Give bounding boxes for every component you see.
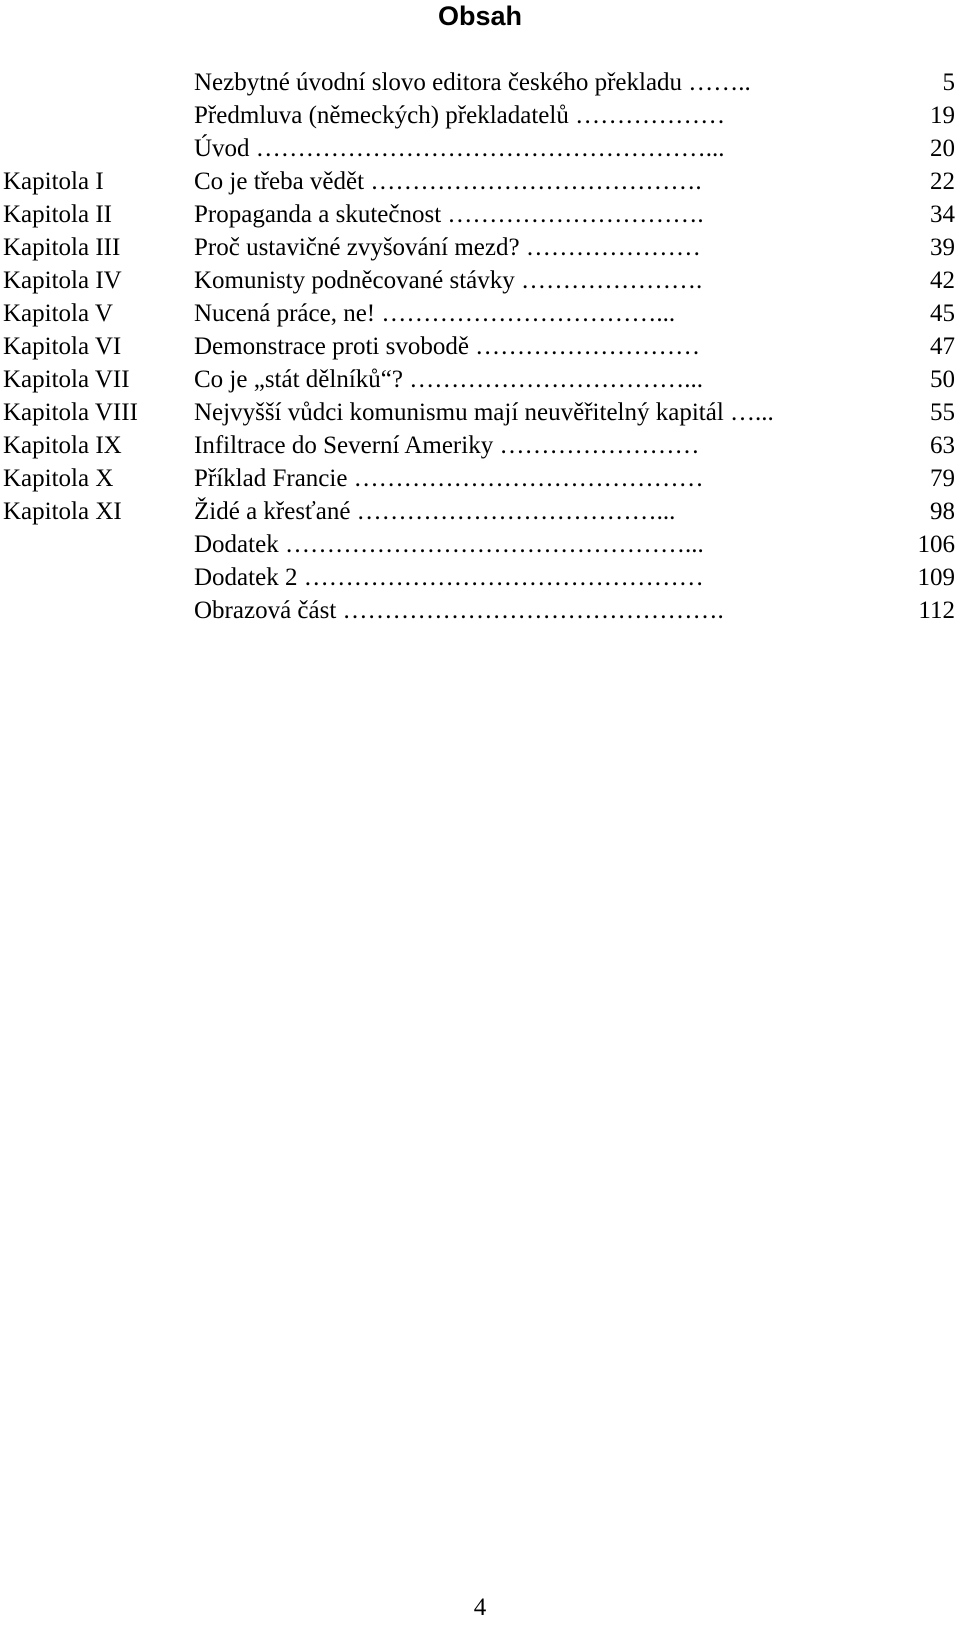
toc-row — [0, 396, 960, 429]
toc-row — [0, 594, 960, 627]
toc-page-number: 112 — [918, 597, 955, 624]
toc-row — [0, 264, 960, 297]
toc-page-number: 106 — [917, 531, 955, 558]
toc-row — [0, 66, 960, 99]
toc-page-number: 50 — [930, 366, 955, 393]
toc-chapter-label: Kapitola XI — [3, 498, 122, 525]
toc-row — [0, 330, 960, 363]
toc-entry-title: Obrazová část ………………………………………. — [194, 597, 724, 624]
toc-entry-title: Co je třeba vědět …………………………………. — [194, 168, 702, 195]
toc-row — [0, 462, 960, 495]
toc-row — [0, 132, 960, 165]
toc-chapter-label: Kapitola X — [3, 465, 114, 492]
toc-chapter-label: Kapitola VII — [3, 366, 130, 393]
toc-entry-title: Příklad Francie …………………………………… — [194, 465, 704, 492]
toc-entry-title: Nezbytné úvodní slovo editora českého překladu …….. — [194, 69, 751, 96]
toc-chapter-label: Kapitola VI — [3, 333, 122, 360]
toc-page-number: 79 — [930, 465, 955, 492]
toc-row — [0, 528, 960, 561]
toc-row — [0, 429, 960, 462]
toc-page-number: 63 — [930, 432, 955, 459]
toc-entry-title: Dodatek 2 ………………………………………… — [194, 564, 704, 591]
toc-page-number: 5 — [942, 69, 955, 96]
toc-chapter-label: Kapitola VIII — [3, 399, 138, 426]
page-number-footer: 4 — [473, 1594, 487, 1621]
toc-chapter-label: Kapitola II — [3, 201, 112, 228]
toc-page-number: 109 — [917, 564, 955, 591]
toc-row — [0, 495, 960, 528]
toc-chapter-label: Kapitola I — [3, 168, 104, 195]
toc-chapter-label: Kapitola IV — [3, 267, 122, 294]
toc-page-number: 34 — [930, 201, 955, 228]
toc-row — [0, 198, 960, 231]
toc-entry-title: Demonstrace proti svobodě ……………………… — [194, 333, 701, 360]
toc-page-number: 20 — [930, 135, 955, 162]
toc-page-number: 47 — [930, 333, 955, 360]
toc-entry-title: Nejvyšší vůdci komunismu mají neuvěřitelný kapitál …... — [194, 399, 774, 426]
toc-row — [0, 561, 960, 594]
toc-chapter-label: Kapitola III — [3, 234, 121, 261]
toc-page-number: 42 — [930, 267, 955, 294]
toc-entry-title: Úvod ………………………………………………... — [194, 135, 725, 162]
table-of-contents — [0, 66, 960, 627]
toc-entry-title: Dodatek …………………………………………... — [194, 531, 704, 558]
toc-entry-title: Předmluva (německých) překladatelů ……………… — [194, 102, 726, 129]
toc-page-number: 39 — [930, 234, 955, 261]
toc-page-number: 45 — [930, 300, 955, 327]
toc-entry-title: Komunisty podněcované stávky …………………. — [194, 267, 703, 294]
toc-page-number: 19 — [930, 102, 955, 129]
page-title: Obsah — [437, 1, 523, 31]
toc-row — [0, 363, 960, 396]
toc-row — [0, 231, 960, 264]
toc-row — [0, 165, 960, 198]
toc-entry-title: Proč ustavičné zvyšování mezd? ………………… — [194, 234, 701, 261]
toc-row — [0, 99, 960, 132]
toc-entry-title: Propaganda a skutečnost …………………………. — [194, 201, 704, 228]
toc-entry-title: Nucená práce, ne! ……………………………... — [194, 300, 676, 327]
toc-entry-title: Židé a křesťané ………………………………... — [194, 498, 676, 525]
toc-page-number: 98 — [930, 498, 955, 525]
toc-row — [0, 297, 960, 330]
toc-entry-title: Co je „stát dělníků“? ……………………………... — [194, 366, 703, 393]
toc-page-number: 22 — [930, 168, 955, 195]
toc-chapter-label: Kapitola IX — [3, 432, 122, 459]
toc-entry-title: Infiltrace do Severní Ameriky …………………… — [194, 432, 700, 459]
toc-page-number: 55 — [930, 399, 955, 426]
toc-chapter-label: Kapitola V — [3, 300, 113, 327]
